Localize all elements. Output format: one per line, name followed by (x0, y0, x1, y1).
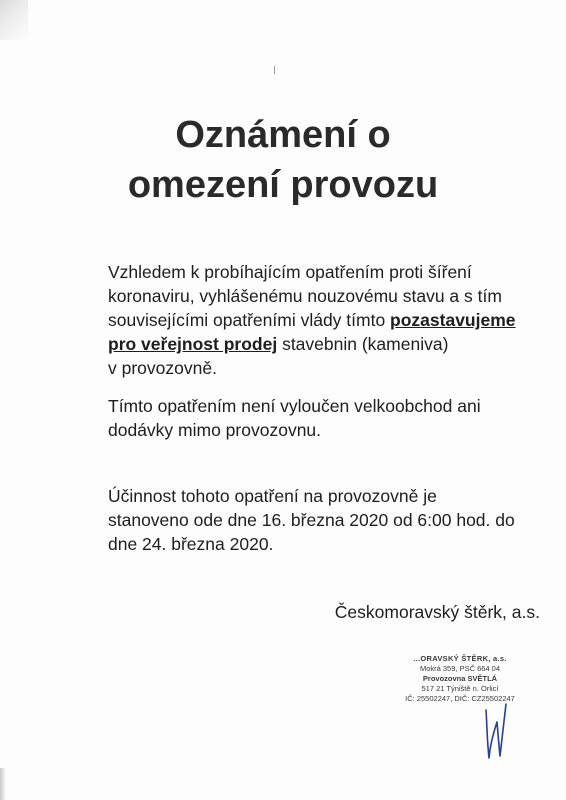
signature-icon (480, 700, 510, 762)
company-name: Českomoravský štěrk, a.s. (334, 602, 540, 622)
paragraph-measures (108, 260, 548, 380)
notice-title-line1: Oznámení o (175, 114, 391, 156)
paragraph-validity (108, 484, 548, 556)
paragraph-text: souvisejícími opatřeními vlády tímto (108, 310, 391, 330)
paragraph-line: koronaviru, vyhlášenému nouzovému stavu a s tím (108, 286, 502, 306)
stamp-line: Provozovna SVĚTLÁ (422, 674, 498, 683)
stamp-line: IČ: 25502247, DIČ: CZ25502247 (405, 694, 515, 703)
paragraph-exceptions (108, 394, 548, 442)
paragraph-line (108, 308, 548, 332)
paragraph-line: Vzhledem k probíhajícím opatřením proti šíření (108, 262, 472, 282)
paragraph-line: v provozovně. (108, 358, 217, 378)
notice-title-line2: omezení provozu (127, 164, 439, 206)
paragraph-line: stanoveno ode dne 16. března 2020 od 6:00 hod. do (108, 510, 515, 530)
paragraph-line (108, 332, 548, 356)
scan-corner-shadow (0, 0, 28, 40)
notice-title (0, 110, 566, 210)
company-stamp (386, 654, 534, 704)
emphasized-text: pozastavujeme (390, 310, 516, 330)
paragraph-text: stavebnin (kameniva) (277, 334, 449, 354)
paragraph-line: dodávky mimo provozovnu. (108, 420, 322, 440)
scan-edge-mark (0, 768, 6, 800)
stamp-line: ...ORAVSKÝ ŠTĚRK, a.s. (413, 654, 507, 663)
stamp-line: 517 21 Týniště n. Orlicí (421, 684, 499, 693)
paragraph-line: Tímto opatřením není vyloučen velkoobchod ani (108, 396, 481, 416)
stamp-line: Mokrá 359, PSČ 664 04 (419, 664, 501, 673)
scan-speck (274, 66, 275, 74)
paragraph-line: dne 24. března 2020. (108, 534, 274, 554)
paragraph-line: Účinnost tohoto opatření na provozovně je (108, 486, 437, 506)
emphasized-text: pro veřejnost prodej (108, 334, 278, 354)
